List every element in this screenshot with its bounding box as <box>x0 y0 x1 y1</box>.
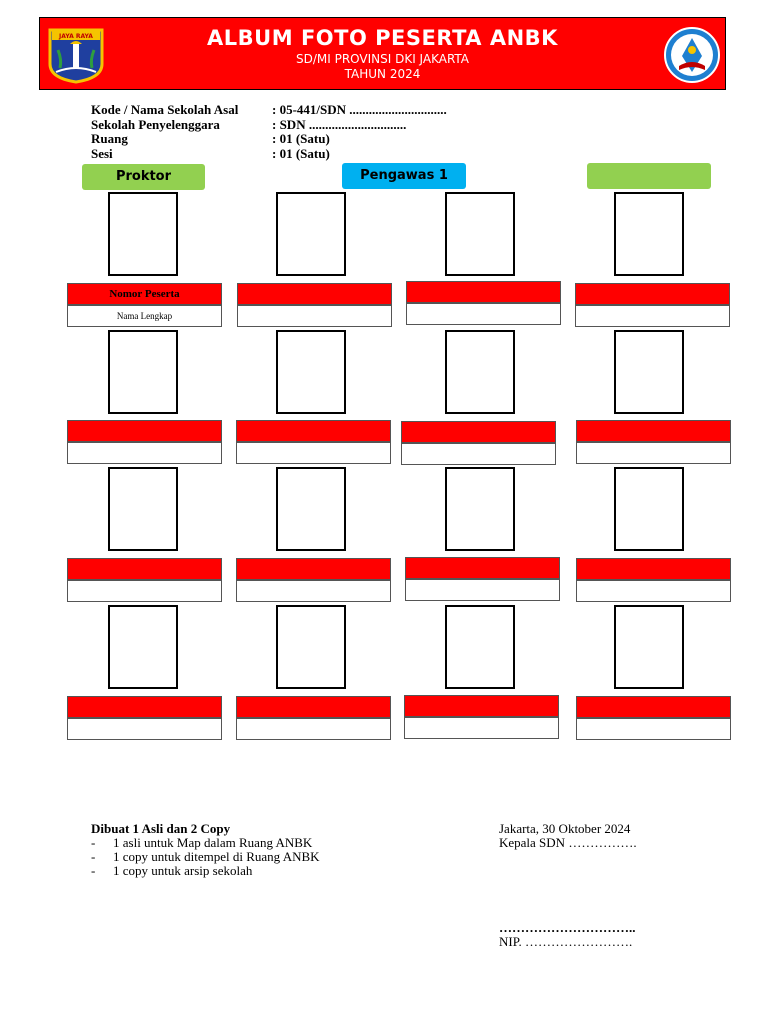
role-label-pengawas: Pengawas 1 <box>342 163 466 189</box>
signer-position: Kepala SDN ……………. <box>499 835 637 850</box>
photo-box <box>614 192 684 276</box>
photo-box <box>445 467 515 551</box>
participant-number-field <box>576 420 731 442</box>
participant-name-label: Nama Lengkap <box>67 305 222 327</box>
participant-number-field <box>236 420 391 442</box>
signer-name-line: ………………………….. <box>499 920 636 935</box>
participant-number-field <box>576 558 731 580</box>
info-row <box>91 103 447 118</box>
participant-name-field <box>67 718 222 740</box>
photo-box <box>445 330 515 414</box>
signature-name-block <box>499 921 636 949</box>
participant-number-field <box>405 557 560 579</box>
list-item-text: 1 copy untuk arsip sekolah <box>113 863 253 878</box>
participant-name-field <box>575 305 730 327</box>
info-row <box>91 132 447 147</box>
photo-box <box>614 467 684 551</box>
document-subtitle-region: SD/MI PROVINSI DKI JAKARTA <box>295 52 470 66</box>
participant-number-field <box>237 283 392 305</box>
participant-number-field <box>401 421 556 443</box>
participant-number-field <box>236 696 391 718</box>
copy-notes-title: Dibuat 1 Asli dan 2 Copy <box>91 821 231 836</box>
info-label: Sesi <box>91 145 113 161</box>
tut-wuri-handayani-logo-icon <box>663 26 721 84</box>
copy-notes <box>91 822 320 878</box>
participant-number-field <box>67 420 222 442</box>
list-dash: - <box>91 849 96 864</box>
signer-nip: NIP. ……………………. <box>499 934 633 949</box>
document-title: ALBUM FOTO PESERTA ANBK <box>207 26 558 50</box>
participant-name-field <box>237 305 392 327</box>
svg-text:JAYA RAYA: JAYA RAYA <box>59 33 93 40</box>
list-item <box>91 850 320 864</box>
participant-number-field <box>576 696 731 718</box>
info-value: : SDN .............................. <box>272 116 407 132</box>
role-label-proktor: Proktor <box>82 164 205 190</box>
participant-name-field <box>236 718 391 740</box>
document-subtitle-year: TAHUN 2024 <box>344 67 421 81</box>
photo-box <box>276 605 346 689</box>
info-label: Kode / Nama Sekolah Asal <box>91 102 239 117</box>
participant-name-field <box>576 442 731 464</box>
participant-number-field <box>406 281 561 303</box>
signature-block <box>499 822 637 850</box>
participant-name-field <box>406 303 561 325</box>
info-value: : 01 (Satu) <box>272 131 330 146</box>
place-date: Jakarta, 30 Oktober 2024 <box>499 821 631 836</box>
participant-number-field <box>404 695 559 717</box>
list-dash: - <box>91 863 96 878</box>
photo-box <box>276 192 346 276</box>
photo-box <box>108 467 178 551</box>
photo-box <box>108 192 178 276</box>
photo-box <box>108 330 178 414</box>
photo-box <box>445 192 515 276</box>
info-value: : 05-441/SDN .............................. <box>272 102 447 117</box>
role-label-blank <box>587 163 711 189</box>
photo-box <box>614 330 684 414</box>
participant-name-field <box>576 718 731 740</box>
photo-box <box>614 605 684 689</box>
info-value: : 01 (Satu) <box>272 145 330 161</box>
photo-box <box>445 605 515 689</box>
participant-name-field <box>576 580 731 602</box>
school-info <box>91 103 447 161</box>
participant-number-field <box>236 558 391 580</box>
participant-name-field <box>67 442 222 464</box>
info-label: Ruang <box>91 131 128 146</box>
participant-number-field <box>67 558 222 580</box>
photo-box <box>276 330 346 414</box>
list-item-text: 1 copy untuk ditempel di Ruang ANBK <box>113 849 320 864</box>
photo-box <box>108 605 178 689</box>
document-header <box>39 17 726 90</box>
list-dash: - <box>91 835 96 850</box>
info-label: Sekolah Penyelenggara <box>91 116 220 132</box>
info-row <box>91 118 447 133</box>
info-row <box>91 147 447 162</box>
photo-box <box>276 467 346 551</box>
participant-name-field <box>236 580 391 602</box>
list-item <box>91 836 320 850</box>
participant-name-field <box>236 442 391 464</box>
participant-number-field <box>67 696 222 718</box>
participant-number-label: Nomor Peserta <box>67 283 222 305</box>
list-item <box>91 864 320 878</box>
participant-name-field <box>404 717 559 739</box>
participant-name-field <box>67 580 222 602</box>
participant-name-field <box>405 579 560 601</box>
participant-name-field <box>401 443 556 465</box>
participant-number-field <box>575 283 730 305</box>
list-item-text: 1 asli untuk Map dalam Ruang ANBK <box>113 835 313 850</box>
